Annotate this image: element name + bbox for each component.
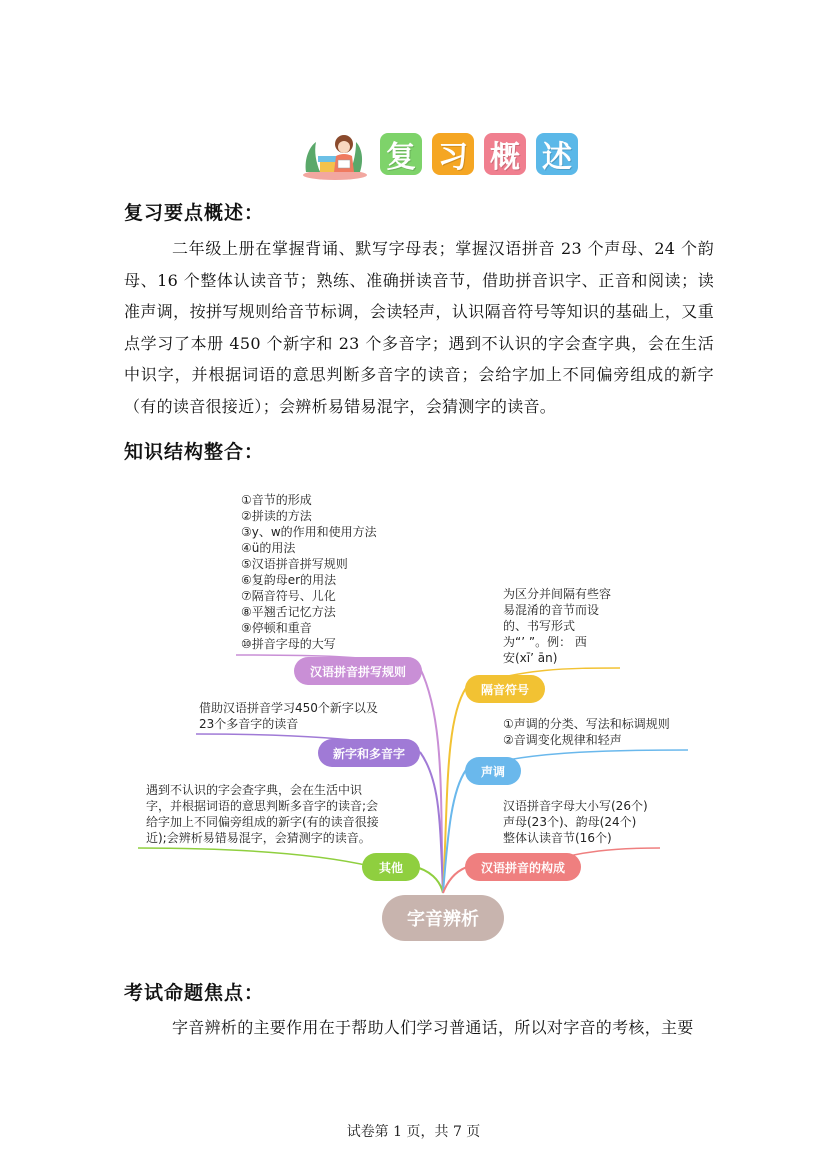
node-newchars-label: 新字和多音字 xyxy=(332,747,406,761)
rules-item: ⑧平翘舌记忆方法 xyxy=(241,605,336,619)
rules-item: ⑨停顿和重音 xyxy=(241,621,312,635)
page-footer: 试卷第 1 页，共 7 页 xyxy=(346,1124,481,1140)
node-other xyxy=(362,853,420,881)
rules-item: ④ü的用法 xyxy=(241,541,296,555)
separator-item: 的、书写形式 xyxy=(503,619,576,633)
title-tile-3: 概 xyxy=(484,133,526,175)
rules-item: ⑦隔音符号、儿化 xyxy=(241,589,336,603)
rules-item: ②拼读的方法 xyxy=(241,509,312,523)
node-separator-label: 隔音符号 xyxy=(480,683,530,697)
structure-item: 汉语拼音字母大小写(26个) xyxy=(503,799,648,813)
tone-item: ①声调的分类、写法和标调规则 xyxy=(503,717,670,731)
branch-rules xyxy=(420,668,443,893)
rules-item: ⑥复韵母er的用法 xyxy=(241,573,337,587)
node-root xyxy=(382,895,504,941)
title-tile-4: 述 xyxy=(536,133,578,175)
exam-focus-heading: 考试命题焦点： xyxy=(124,982,265,1004)
other-item: 近);会辨析易错易混字，会猜测字的读音。 xyxy=(146,831,371,845)
node-structure-label: 汉语拼音的构成 xyxy=(480,861,566,875)
node-tone xyxy=(465,757,521,785)
review-points-heading: 复习要点概述： xyxy=(124,202,265,224)
node-other-label: 其他 xyxy=(378,861,404,875)
other-item: 遇到不认识的字会查字典，会在生活中识 xyxy=(146,783,363,797)
node-root-label: 字音辨析 xyxy=(407,909,479,930)
reading-girl-illustration xyxy=(300,128,370,180)
rules-item: ①音节的形成 xyxy=(241,493,312,507)
exam-focus-paragraph: 字音辨析的主要作用在于帮助人们学习普通话，所以对字音的考核，主要 xyxy=(172,1018,694,1037)
node-rules xyxy=(294,657,422,685)
rules-items xyxy=(241,492,378,651)
review-points-paragraph: 二年级上册在掌握背诵、默写字母表；掌握汉语拼音 23 个声母、24 个韵母、16 个整体认读音节；熟练、准确拼读音节，借助拼音识字、正音和阅读；读准声调，按拼写规则给音节标调，会读轻声，认识隔音符号等知识的基础上，又重点学习了本册 450 个新字和 23 个多音字；遇到不认识的字会查字典，会在生活中识字，并根据词语的意思判断多音字的读音；会给字加上不同偏旁组成的新字（有的读音很接近）；会辨析易错易混字，会猜测字的读音。 xyxy=(124,239,714,416)
separator-item: 易混淆的音节而设 xyxy=(503,603,600,617)
mind-map xyxy=(0,480,827,950)
rules-item: ⑤汉语拼音拼写规则 xyxy=(241,557,348,571)
separator-item: 安(xī’ ān) xyxy=(503,651,558,665)
structure-item: 声母(23个)、韵母(24个) xyxy=(503,815,637,829)
node-newchars xyxy=(318,739,420,767)
rules-item: ③y、w的作用和使用方法 xyxy=(241,525,377,539)
node-separator xyxy=(465,675,545,703)
structure-item: 整体认读音节(16个) xyxy=(503,831,612,845)
title-tile-2: 习 xyxy=(432,133,474,175)
knowledge-structure-heading: 知识结构整合： xyxy=(124,441,265,463)
newchars-item: 23个多音字的读音 xyxy=(199,717,299,731)
rules-item: ⑩拼音字母的大写 xyxy=(241,637,336,651)
separator-item: 为区分并间隔有些容 xyxy=(503,587,612,601)
node-structure xyxy=(465,853,581,881)
other-item: 字，并根据词语的意思判断多音字的读音;会 xyxy=(146,799,379,813)
tone-item: ②音调变化规律和轻声 xyxy=(503,733,622,747)
node-rules-label: 汉语拼音拼写规则 xyxy=(309,665,407,679)
title-tile-1: 复 xyxy=(380,133,422,175)
overview-banner xyxy=(300,128,578,180)
other-item: 给字加上不同偏旁组成的新字(有的读音很接 xyxy=(146,815,379,829)
newchars-item: 借助汉语拼音学习450个新字以及 xyxy=(199,701,378,715)
node-tone-label: 声调 xyxy=(480,765,506,779)
separator-item: 为“’ ”。例： 西 xyxy=(503,635,587,649)
